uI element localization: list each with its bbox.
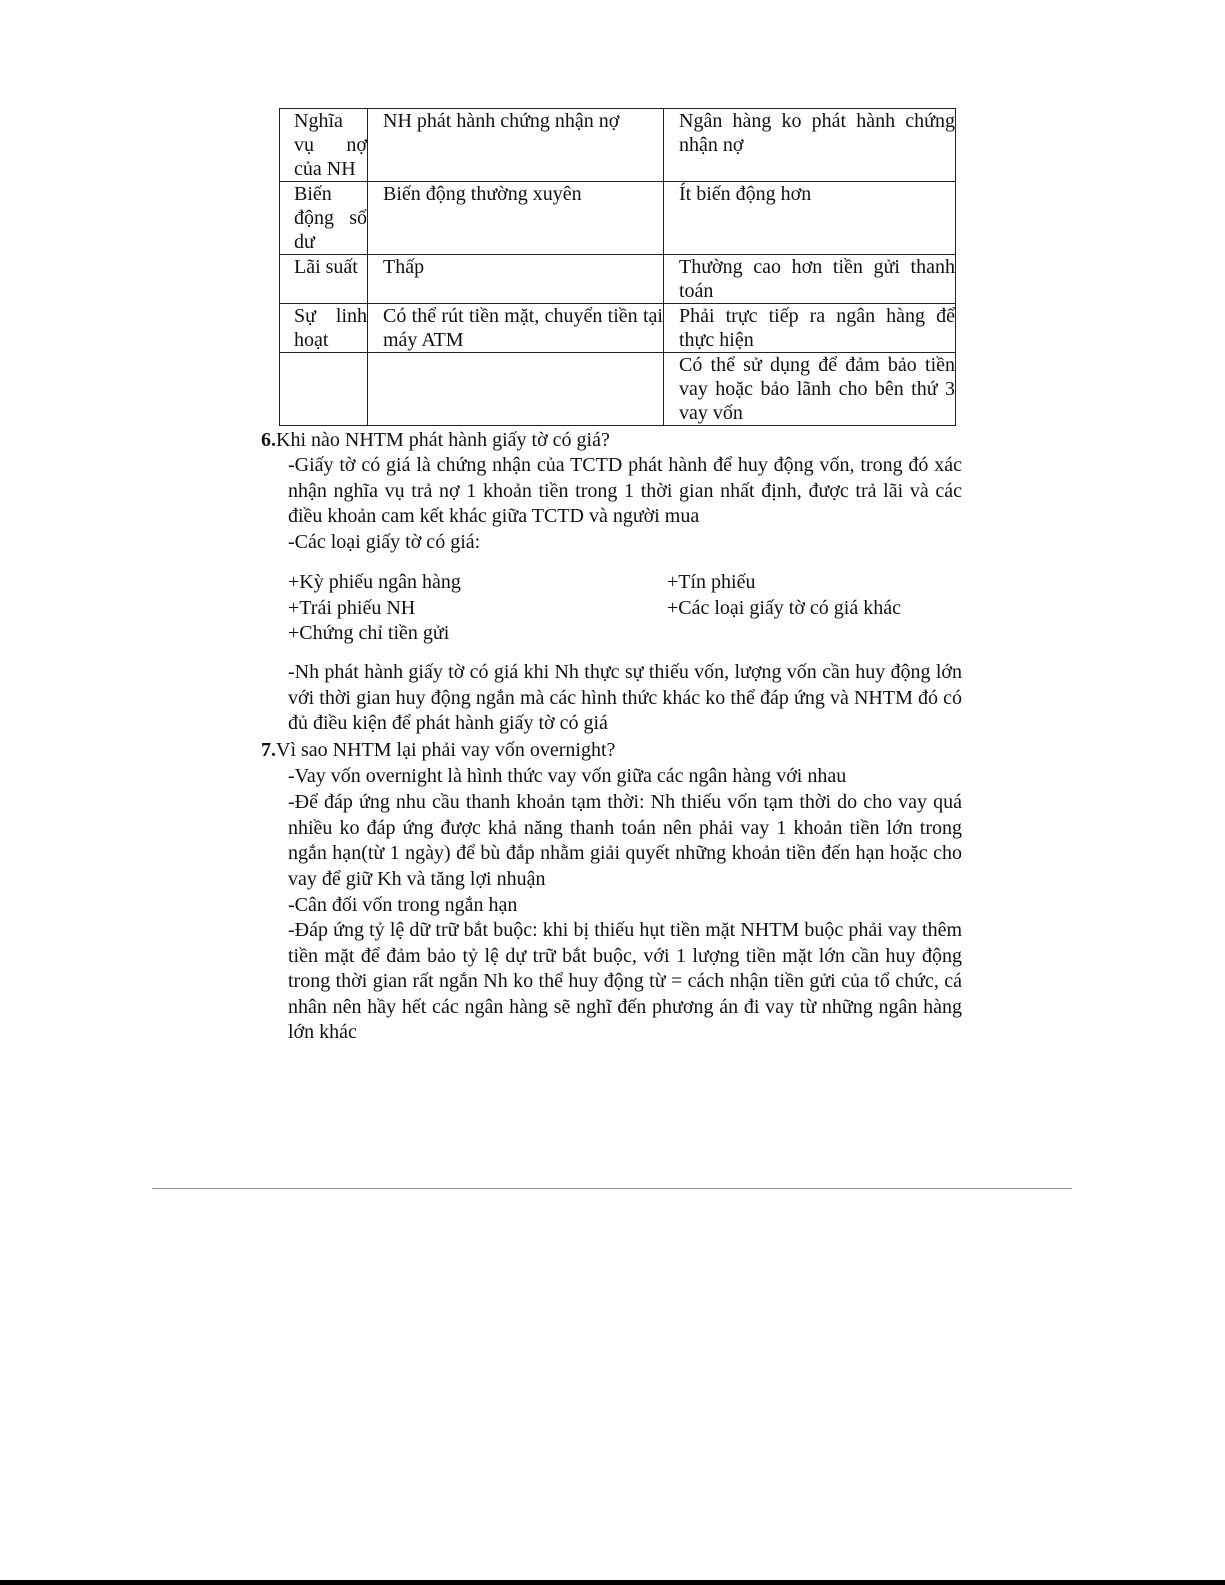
question-title: Vì sao NHTM lại phải vay vốn overnight? bbox=[276, 739, 616, 761]
table-cell: Phải trực tiếp ra ngân hàng để thực hiện bbox=[664, 304, 956, 353]
paper-types-left bbox=[288, 570, 648, 647]
paragraph: -Vay vốn overnight là hình thức vay vốn giữa các ngân hàng với nhau bbox=[288, 765, 847, 787]
table-cell: Ngân hàng ko phát hành chứng nhận nợ bbox=[664, 109, 956, 182]
table-cell: Thường cao hơn tiền gửi thanh toán bbox=[664, 255, 956, 304]
paragraph: -Đáp ứng tỷ lệ dữ trữ bắt buộc: khi bị thiếu hụt tiền mặt NHTM buộc phải vay thêm tiền mặt để đảm bảo tỷ lệ dự trữ bắt buộc, với 1 lượng tiền mặt lớn cần huy động trong thời gian rất ngắn Nh ko thể huy động từ = cách nhận tiền gửi của tổ chức, cá nhân nên hầy hết các ngân hàng sẽ nghĩ đến phương án đi vay từ những ngân hàng lớn khác bbox=[288, 919, 962, 1044]
question-number: 7. bbox=[261, 739, 276, 761]
list-item: +Kỳ phiếu ngân hàng bbox=[288, 571, 461, 593]
table-row bbox=[280, 304, 956, 353]
paragraph: -Các loại giấy tờ có giá: bbox=[288, 531, 481, 553]
paragraph: -Để đáp ứng nhu cầu thanh khoản tạm thời: Nh thiếu vốn tạm thời do cho vay quá nhiều ko đáp ứng được khả năng thanh toán nên phải vay 1 khoản tiền lớn trong ngắn hạn(từ 1 ngày) để bù đắp nhằm giải quyết những khoản tiền đến hạn hoặc cho vay để giữ Kh và tăng lợi nhuận bbox=[288, 791, 962, 890]
list-item: +Chứng chỉ tiền gửi bbox=[288, 622, 450, 645]
table-row bbox=[280, 182, 956, 255]
comparison-table bbox=[279, 108, 956, 426]
table-cell: Có thể rút tiền mặt, chuyển tiền tại máy ATM bbox=[368, 304, 664, 353]
paragraph: -Nh phát hành giấy tờ có giá khi Nh thực sự thiếu vốn, lượng vốn cần huy động lớn với thời gian huy động ngắn mà các hình thức khác ko thể đáp ứng và NHTM đó có đủ điều kiện để phát hành giấy tờ có giá bbox=[288, 661, 962, 735]
question-7-heading bbox=[261, 738, 615, 764]
question-6-heading bbox=[261, 428, 610, 454]
list-item: +Tín phiếu bbox=[667, 571, 756, 593]
table-cell: Có thể sử dụng để đảm bảo tiền vay hoặc bảo lãnh cho bên thứ 3 vay vốn bbox=[664, 353, 956, 426]
table-cell bbox=[280, 353, 368, 426]
list-item: +Trái phiếu NH bbox=[288, 596, 416, 619]
table-cell: Lãi suất bbox=[280, 255, 368, 304]
table-cell: Sự linh hoạt bbox=[280, 304, 368, 353]
table-row bbox=[280, 109, 956, 182]
page-divider bbox=[152, 1188, 1072, 1189]
table-cell: NH phát hành chứng nhận nợ bbox=[368, 109, 664, 182]
list-item: +Các loại giấy tờ có giá khác bbox=[667, 596, 901, 619]
question-title: Khi nào NHTM phát hành giấy tờ có giá? bbox=[276, 429, 610, 451]
table-row bbox=[280, 255, 956, 304]
bottom-edge bbox=[0, 1580, 1225, 1585]
question-number: 6. bbox=[261, 429, 276, 451]
table-cell bbox=[368, 353, 664, 426]
table-cell: Biến động thường xuyên bbox=[368, 182, 664, 255]
paper-types-right bbox=[667, 570, 957, 621]
table-cell: Thấp bbox=[368, 255, 664, 304]
paragraph: -Cân đối vốn trong ngắn hạn bbox=[288, 894, 518, 916]
table-row bbox=[280, 353, 956, 426]
table-cell: Nghĩa vụ nợ của NH bbox=[280, 109, 368, 182]
table-cell: Ít biến động hơn bbox=[664, 182, 956, 255]
paragraph: -Giấy tờ có giá là chứng nhận của TCTD phát hành để huy động vốn, trong đó xác nhận nghĩa vụ trả nợ 1 khoản tiền trong 1 thời gian nhất định, được trả lãi và các điều khoản cam kết khác giữa TCTD và người mua bbox=[288, 454, 962, 528]
table-cell: Biến động số dư bbox=[280, 182, 368, 255]
